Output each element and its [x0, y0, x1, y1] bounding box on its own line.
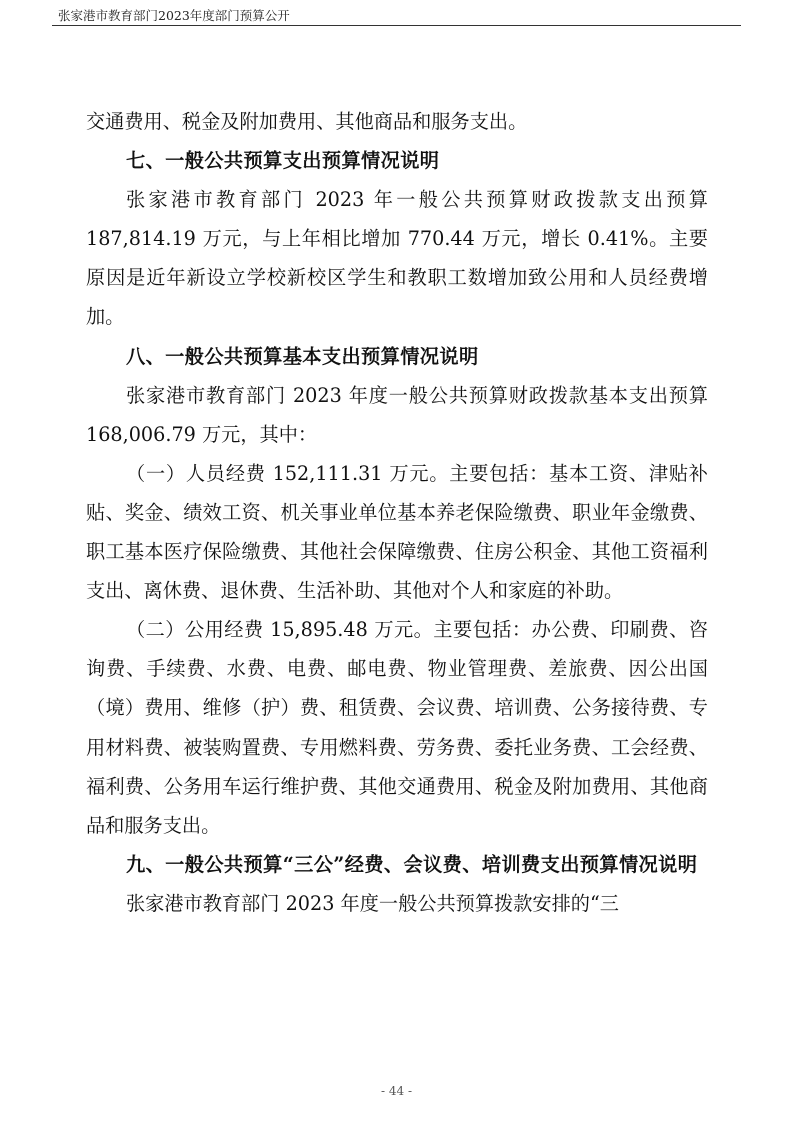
- paragraph-section-8: 张家港市教育部门 2023 年度一般公共预算财政拨款基本支出预算 168,006.79 万元，其中：: [86, 383, 708, 446]
- paragraph-public-expenses: （二）公用经费 15,895.48 万元。主要包括：办公费、印刷费、咨询费、手续费、水费、电费、邮电费、物业管理费、差旅费、因公出国（境）费用、维修（护）费、租赁费、会议费、培训费、公务接待费、专用材料费、被装购置费、专用燃料费、劳务费、委托业务费、工会经费、福利费、公务用车运行维护费、其他交通费用、税金及附加费用、其他商品和服务支出。: [86, 618, 708, 837]
- section-heading-8: 八、一般公共预算基本支出预算情况说明: [126, 344, 479, 368]
- paragraph-section-7: 张家港市教育部门 2023 年一般公共预算财政拨款支出预算 187,814.19 万元，与上年相比增加 770.44 万元，增长 0.41%。主要原因是近年新设立学校新校区学生和教职工数增加致公用和人员经费增加。: [86, 188, 708, 329]
- section-heading-9: 九、一般公共预算“三公”经费、会议费、培训费支出预算情况说明: [126, 852, 698, 876]
- section-heading-7: 七、一般公共预算支出预算情况说明: [126, 149, 440, 173]
- document-body: [86, 102, 708, 923]
- document-header: 张家港市教育部门2023年度部门预算公开: [58, 8, 290, 23]
- paragraph-personnel-expenses: （一）人员经费 152,111.31 万元。主要包括：基本工资、津贴补贴、奖金、绩效工资、机关事业单位基本养老保险缴费、职业年金缴费、职工基本医疗保险缴费、其他社会保障缴费、住房公积金、其他工资福利支出、离休费、退休费、生活补助、其他对个人和家庭的补助。: [86, 461, 708, 603]
- paragraph-continuation: 交通费用、税金及附加费用、其他商品和服务支出。: [86, 110, 528, 133]
- header-divider: [52, 25, 741, 26]
- page-number: - 44 -: [380, 1084, 412, 1098]
- paragraph-section-9: 张家港市教育部门 2023 年度一般公共预算拨款安排的“三: [126, 891, 619, 915]
